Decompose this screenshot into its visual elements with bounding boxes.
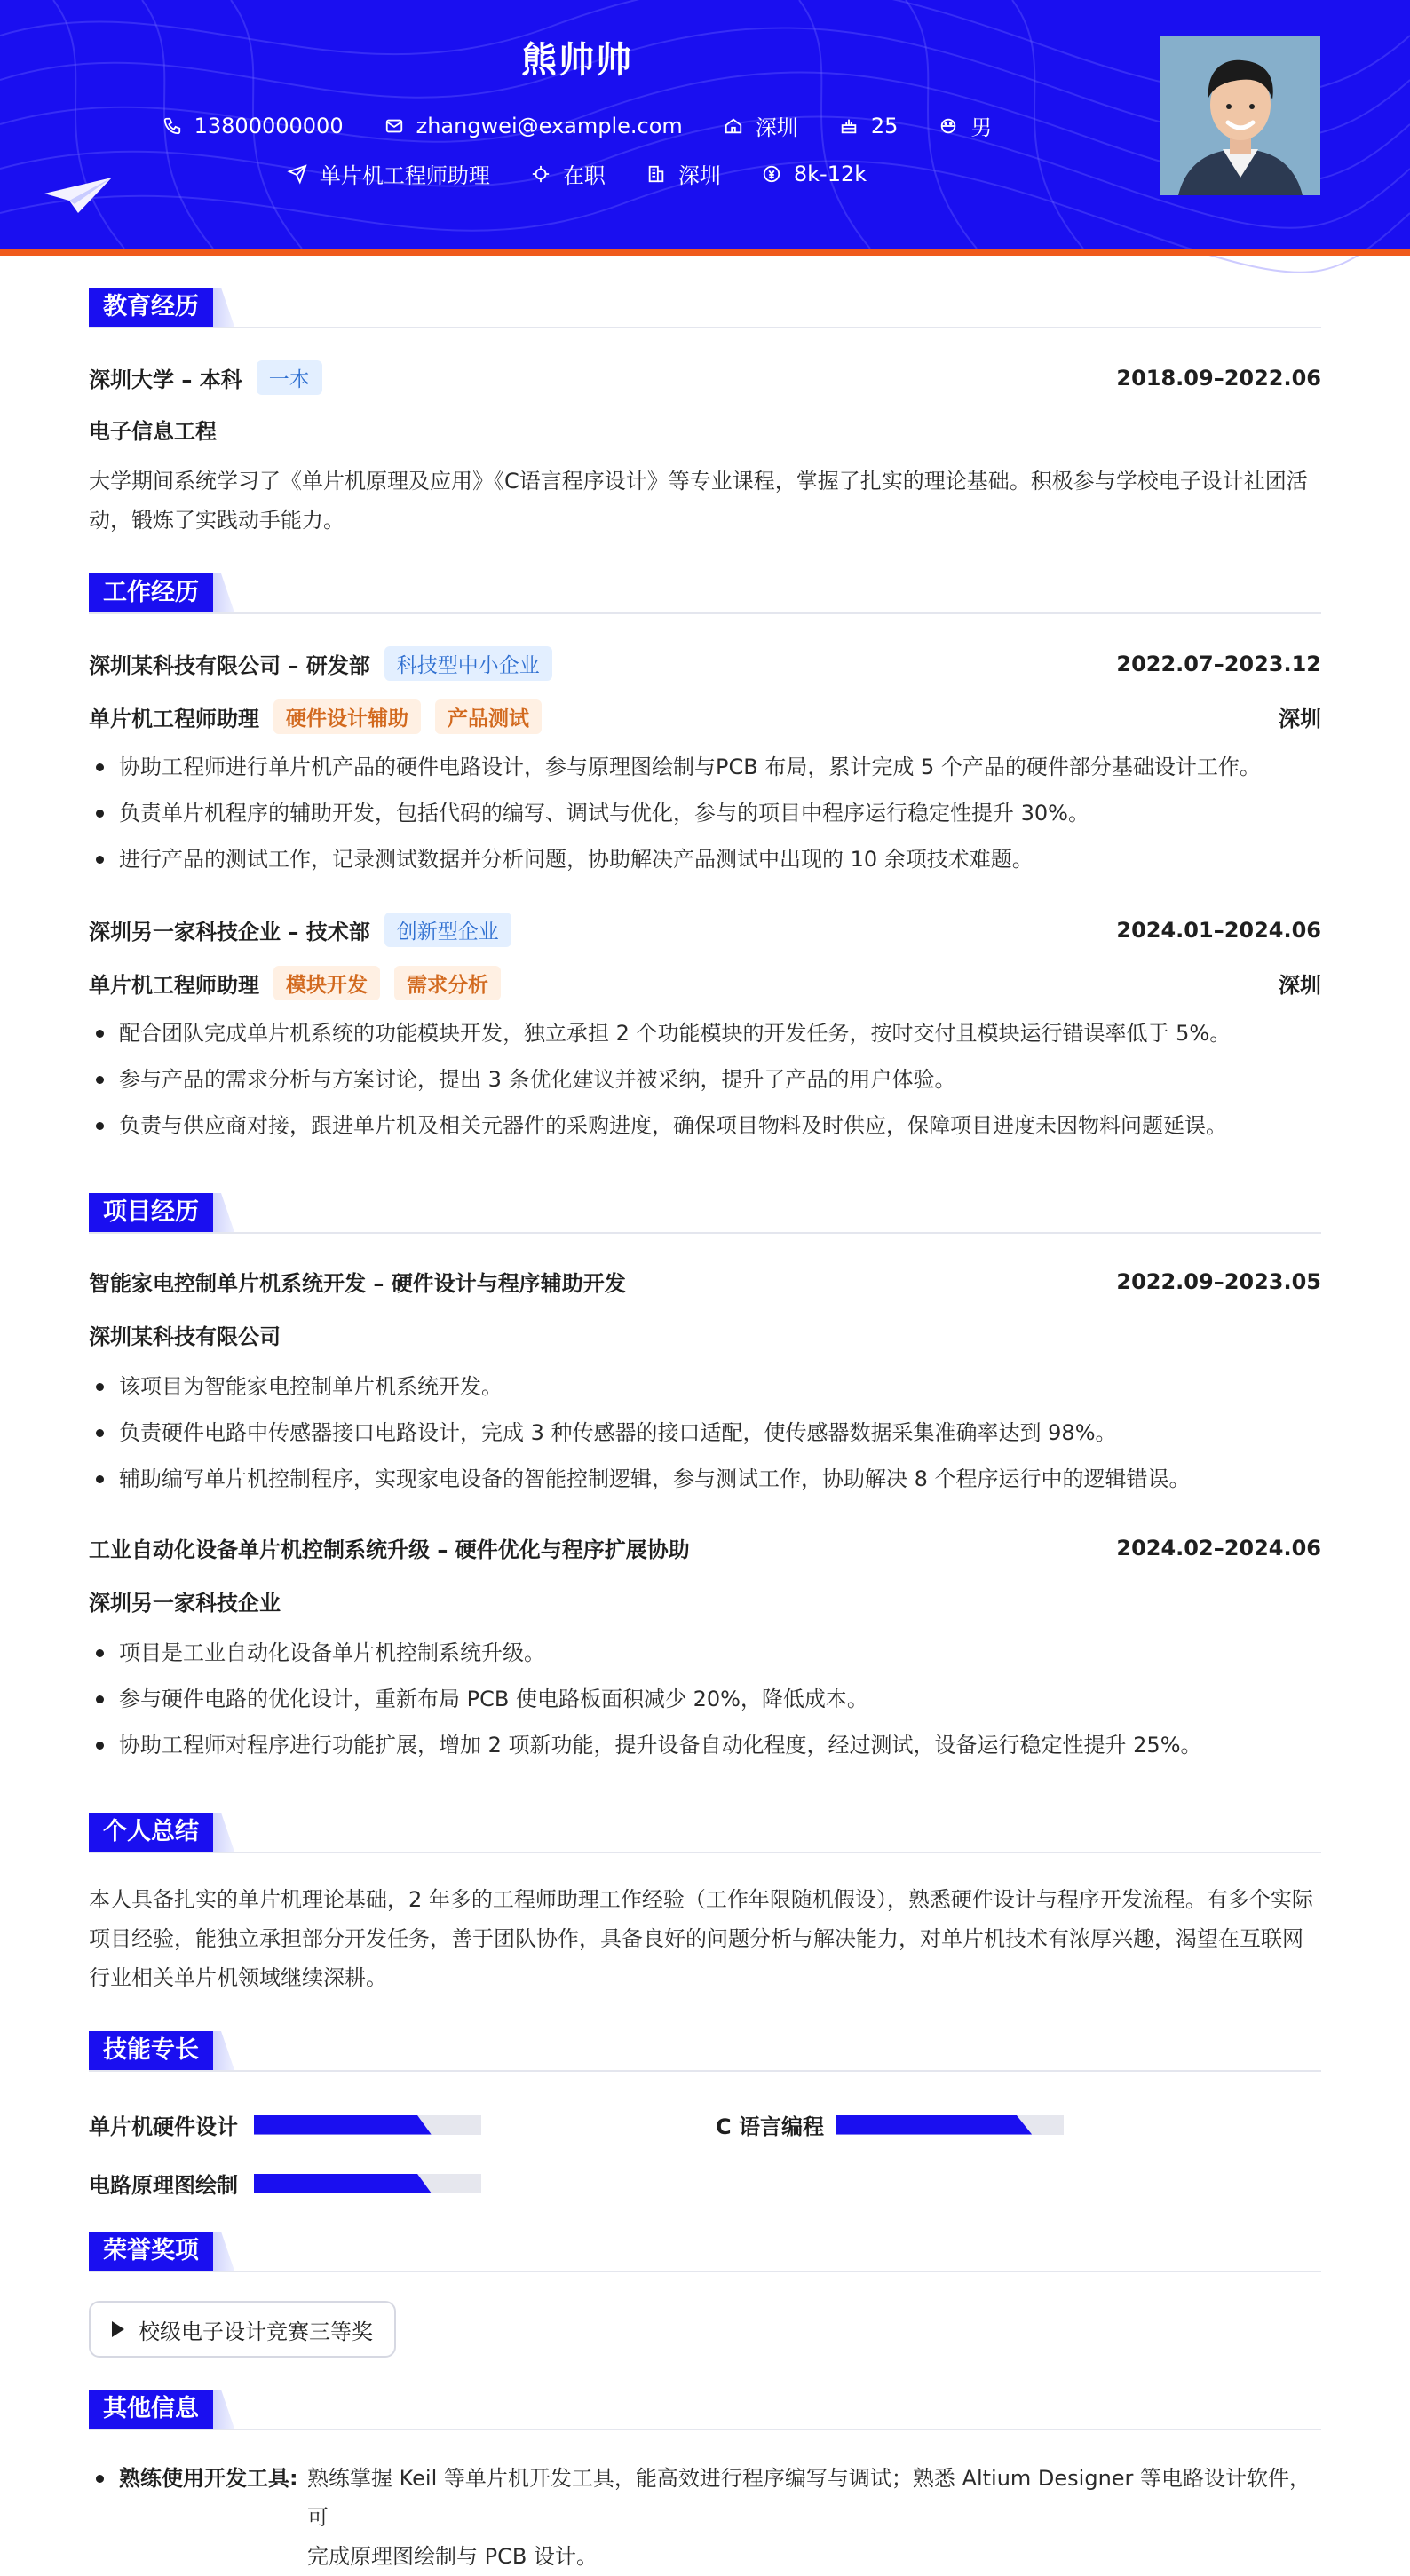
header-accent-strip — [0, 249, 1410, 256]
skill-bar-fill — [254, 2174, 432, 2193]
work-company-row — [89, 646, 1321, 681]
city-text: 深圳 — [755, 115, 798, 140]
work-date: 2022.07–2023.12 — [1116, 651, 1321, 676]
skill-bar — [254, 2115, 481, 2135]
other-info-value — [307, 2459, 1321, 2576]
skill-name: 电路原理图绘制 — [89, 2173, 238, 2198]
project-title: 工业自动化设备单片机控制系统升级 – 硬件优化与程序扩展协助 — [89, 1537, 690, 1562]
work-bullets — [89, 744, 1321, 882]
project-title: 智能家电控制单片机系统开发 – 硬件设计与程序辅助开发 — [89, 1271, 626, 1296]
work-city-item — [646, 158, 721, 189]
work-date: 2024.01–2024.06 — [1116, 917, 1321, 943]
section-title-skills: 技能专长 — [89, 2031, 234, 2070]
work-company-row — [89, 913, 1321, 947]
section-title-projects: 项目经历 — [89, 1193, 234, 1232]
gender-icon — [939, 116, 958, 136]
summary-line: 行业相关单片机领域继续深耕。 — [89, 1965, 387, 1990]
role-name: 单片机工程师助理 — [89, 973, 259, 998]
major-name: 电子信息工程 — [89, 419, 217, 444]
job-item — [288, 158, 490, 189]
send-icon — [288, 164, 307, 184]
status-text: 在职 — [562, 163, 606, 188]
list-item: 项目是工业自动化设备单片机控制系统升级。 — [89, 1630, 1321, 1676]
section-title-education: 教育经历 — [89, 288, 234, 327]
skill-item — [89, 2168, 481, 2199]
phone-text: 13800000000 — [194, 113, 344, 138]
coin-icon — [762, 164, 781, 184]
candidate-name: 熊帅帅 — [521, 40, 633, 81]
salary-item — [762, 158, 867, 189]
project-date: 2022.09–2023.05 — [1116, 1268, 1321, 1294]
work-city: 深圳 — [1279, 707, 1321, 731]
contact-row — [0, 110, 1154, 141]
company-tag: 创新型企业 — [384, 913, 511, 947]
email-text: zhangwei@example.com — [416, 113, 683, 138]
other-info-line: 熟练掌握 Keil 等单片机开发工具，能高效进行程序编写与调试；熟悉 Altium Designer 等电路设计软件，可 — [307, 2466, 1311, 2530]
salary-text: 8k-12k — [793, 161, 867, 186]
city-item — [724, 110, 798, 141]
gender-item — [939, 110, 992, 141]
skill-name: 单片机硬件设计 — [89, 2114, 238, 2139]
status-icon — [531, 164, 551, 184]
list-item: 负责硬件电路中传感器接口电路设计，完成 3 种传感器的接口适配，使传感器数据采集准确率达到 98%。 — [89, 1410, 1321, 1456]
section-divider — [89, 612, 1321, 614]
list-item: 辅助编写单片机控制程序，实现家电设备的智能控制逻辑，参与测试工作，协助解决 8 个程序运行中的逻辑错误。 — [89, 1456, 1321, 1502]
other-info-line: 完成原理图绘制与 PCB 设计。 — [307, 2544, 598, 2569]
summary-line: 项目经验，能独立承担部分开发任务，善于团队协作，具备良好的问题分析与解决能力，对单片机技术有浓厚兴趣，渴望在互联网 — [89, 1926, 1303, 1951]
skill-bar-fill — [254, 2115, 432, 2135]
list-item: 该项目为智能家电控制单片机系统开发。 — [89, 1363, 1321, 1410]
award-item — [89, 2301, 396, 2358]
role-tag: 模块开发 — [273, 966, 380, 1000]
resume-header — [0, 0, 1410, 249]
phone-item — [162, 110, 344, 141]
list-item: 协助工程师进行单片机产品的硬件电路设计，参与原理图绘制与PCB 布局，累计完成 5 个产品的硬件部分基础设计工作。 — [89, 744, 1321, 790]
education-row — [89, 360, 1321, 395]
school-tag: 一本 — [257, 360, 322, 395]
role-tag: 需求分析 — [394, 966, 501, 1000]
skill-bar-fill — [836, 2115, 1032, 2135]
section-divider — [89, 2271, 1321, 2272]
project-company-row — [89, 1585, 1321, 1616]
section-title-work: 工作经历 — [89, 573, 234, 612]
status-item — [531, 158, 606, 189]
section-divider — [89, 1852, 1321, 1853]
age-item — [839, 110, 899, 141]
gender-text: 男 — [970, 115, 993, 140]
skill-item — [716, 2109, 1064, 2140]
work-role-row — [89, 966, 1321, 1000]
company-tag: 科技型中小企业 — [384, 646, 552, 681]
job-row — [0, 158, 1154, 189]
list-item: 协助工程师对程序进行功能扩展，增加 2 项新功能，提升设备自动化程度，经过测试，设备运行稳定性提升 25%。 — [89, 1722, 1321, 1768]
education-date: 2018.09–2022.06 — [1116, 365, 1321, 391]
list-item: 参与硬件电路的优化设计，重新布局 PCB 使电路板面积减少 20%，降低成本。 — [89, 1676, 1321, 1722]
cake-icon — [839, 116, 859, 136]
other-info-key: 熟练使用开发工具: — [119, 2466, 298, 2491]
section-title-other: 其他信息 — [89, 2390, 234, 2429]
role-tag: 产品测试 — [435, 699, 542, 734]
project-company: 深圳另一家科技企业 — [89, 1591, 281, 1616]
job-text: 单片机工程师助理 — [319, 163, 490, 188]
project-company-row — [89, 1319, 1321, 1350]
project-title-row — [89, 1532, 1321, 1563]
company-name: 深圳某科技有限公司 – 研发部 — [89, 653, 370, 678]
work-bullets — [89, 1010, 1321, 1149]
project-date: 2024.02–2024.06 — [1116, 1535, 1321, 1561]
skill-name: C 语言编程 — [716, 2114, 824, 2139]
list-item: 参与产品的需求分析与方案讨论，提出 3 条优化建议并被采纳，提升了产品的用户体验。 — [89, 1056, 1321, 1102]
skill-bar — [254, 2174, 481, 2193]
mail-icon — [384, 116, 404, 136]
project-bullets — [89, 1363, 1321, 1502]
avatar — [1160, 36, 1320, 195]
education-description: 大学期间系统学习了《单片机原理及应用》《C语言程序设计》等专业课程，掌握了扎实的理论基础。积极参与学校电子设计社团活动，锻炼了实践动手能力。 — [89, 469, 1308, 533]
phone-icon — [162, 116, 182, 136]
project-title-row — [89, 1266, 1321, 1297]
list-item: 负责与供应商对接，跟进单片机及相关元器件的采购进度，确保项目物料及时供应，保障项目进度未因物料问题延误。 — [89, 1102, 1321, 1149]
project-company: 深圳某科技有限公司 — [89, 1324, 281, 1349]
triangle-icon — [112, 2321, 124, 2337]
age-text: 25 — [870, 113, 899, 138]
summary-line: 本人具备扎实的单片机理论基础，2 年多的工程师助理工作经验（工作年限随机假设），熟悉硬件设计与程序开发流程。有多个实际 — [89, 1887, 1313, 1912]
home-icon — [724, 116, 743, 136]
major-row — [89, 414, 1321, 445]
work-city-text: 深圳 — [677, 163, 721, 188]
award-name: 校级电子设计竞赛三等奖 — [139, 2319, 373, 2344]
section-title-awards: 荣誉奖项 — [89, 2232, 234, 2271]
skill-bar — [836, 2115, 1064, 2135]
section-divider — [89, 2070, 1321, 2072]
role-tag: 硬件设计辅助 — [273, 699, 421, 734]
list-item: 配合团队完成单片机系统的功能模块开发，独立承担 2 个功能模块的开发任务，按时交付且模块运行错误率低于 5%。 — [89, 1010, 1321, 1056]
section-divider — [89, 1232, 1321, 1234]
role-name: 单片机工程师助理 — [89, 707, 259, 731]
section-divider — [89, 2429, 1321, 2430]
work-role-row — [89, 699, 1321, 734]
list-item: 进行产品的测试工作，记录测试数据并分析问题，协助解决产品测试中出现的 10 余项技术难题。 — [89, 836, 1321, 882]
section-divider — [89, 327, 1321, 328]
section-title-summary: 个人总结 — [89, 1813, 234, 1852]
skill-item — [89, 2109, 481, 2140]
work-city: 深圳 — [1279, 973, 1321, 998]
school-name: 深圳大学 – 本科 — [89, 367, 242, 392]
list-item: 负责单片机程序的辅助开发，包括代码的编写、调试与优化，参与的项目中程序运行稳定性提升 30%。 — [89, 790, 1321, 836]
summary-text — [89, 1880, 1321, 1997]
paper-plane-icon — [43, 174, 114, 217]
email-item — [384, 110, 683, 141]
building-icon — [646, 164, 666, 184]
other-info-item — [89, 2459, 1321, 2576]
project-bullets — [89, 1630, 1321, 1768]
company-name: 深圳另一家科技企业 – 技术部 — [89, 920, 370, 944]
